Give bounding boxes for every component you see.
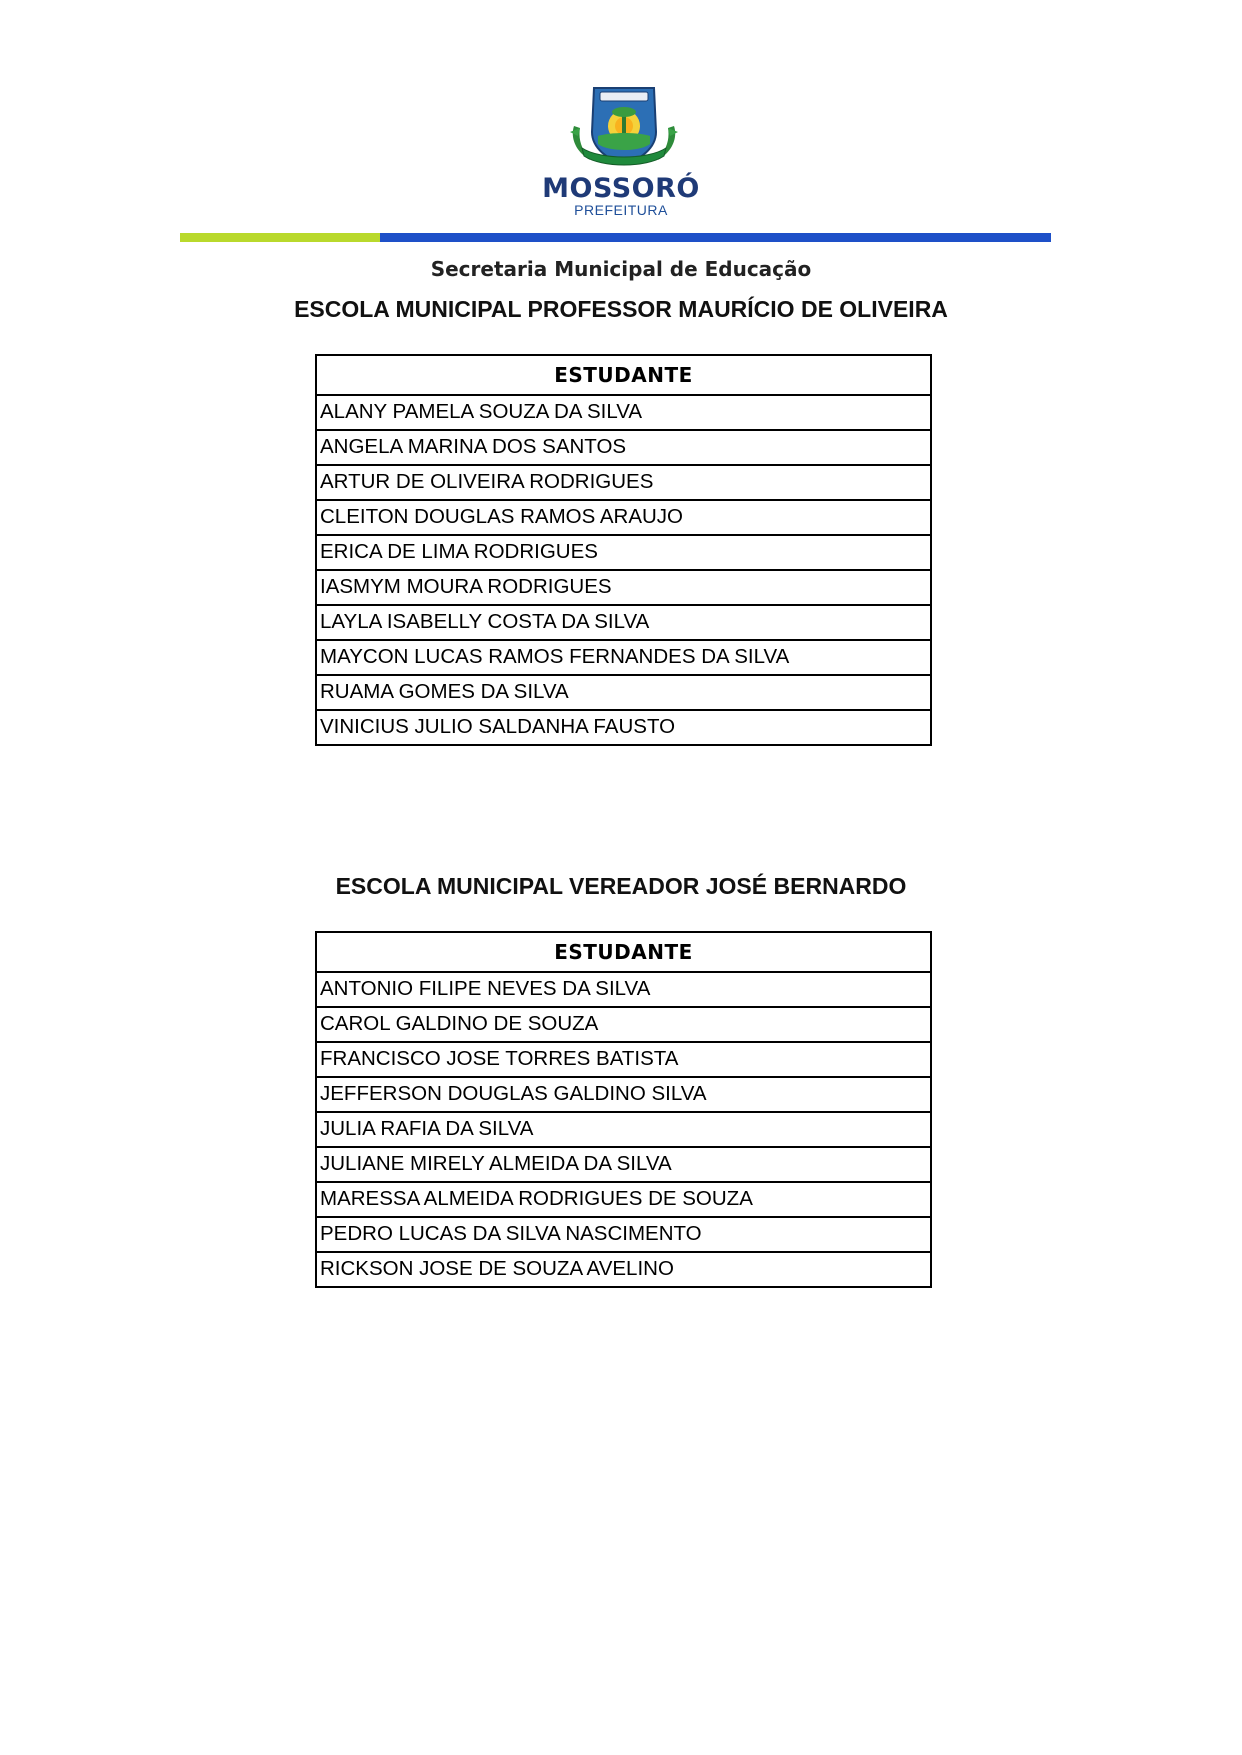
table-row [316,570,931,605]
student-name: JULIANE MIRELY ALMEIDA DA SILVA [316,1147,931,1182]
student-name: JEFFERSON DOUGLAS GALDINO SILVA [316,1077,931,1112]
mossoro-coat-of-arms-logo [560,82,688,172]
table-row [316,1042,931,1077]
student-name: JULIA RAFIA DA SILVA [316,1112,931,1147]
table-row [316,395,931,430]
student-name: ERICA DE LIMA RODRIGUES [316,535,931,570]
student-table [315,931,932,1288]
table-row [316,640,931,675]
table-row [316,1077,931,1112]
table-row [316,500,931,535]
table-row [316,535,931,570]
table-row [316,1147,931,1182]
brand-subtitle: PREFEITURA [574,202,668,218]
table-row [316,465,931,500]
student-name: PEDRO LUCAS DA SILVA NASCIMENTO [316,1217,931,1252]
student-table [315,354,932,746]
table-header-row [316,355,931,395]
student-name: ANTONIO FILIPE NEVES DA SILVA [316,972,931,1007]
brand-name: MOSSORÓ [542,173,700,204]
header-divider-blue [380,233,1051,242]
school-title: ESCOLA MUNICIPAL PROFESSOR MAURÍCIO DE OLIVEIRA [294,296,948,322]
student-name: LAYLA ISABELLY COSTA DA SILVA [316,605,931,640]
student-name: ANGELA MARINA DOS SANTOS [316,430,931,465]
student-name: RICKSON JOSE DE SOUZA AVELINO [316,1252,931,1287]
student-name: VINICIUS JULIO SALDANHA FAUSTO [316,710,931,745]
school-title: ESCOLA MUNICIPAL VEREADOR JOSÉ BERNARDO [335,873,907,899]
table-row [316,710,931,745]
table-row [316,1252,931,1287]
table-row [316,1182,931,1217]
student-name: ALANY PAMELA SOUZA DA SILVA [316,395,931,430]
table-header-row [316,932,931,972]
student-name: FRANCISCO JOSE TORRES BATISTA [316,1042,931,1077]
table-row [316,1007,931,1042]
column-header-student: ESTUDANTE [316,932,931,972]
student-name: CAROL GALDINO DE SOUZA [316,1007,931,1042]
column-header-student: ESTUDANTE [316,355,931,395]
student-name: ARTUR DE OLIVEIRA RODRIGUES [316,465,931,500]
table-row [316,1112,931,1147]
table-row [316,972,931,1007]
student-name: RUAMA GOMES DA SILVA [316,675,931,710]
table-row [316,1217,931,1252]
table-row [316,430,931,465]
table-row [316,605,931,640]
header-divider-green [180,233,380,242]
student-name: IASMYM MOURA RODRIGUES [316,570,931,605]
table-row [316,675,931,710]
department-title: Secretaria Municipal de Educação [430,257,812,281]
student-name: MARESSA ALMEIDA RODRIGUES DE SOUZA [316,1182,931,1217]
student-name: MAYCON LUCAS RAMOS FERNANDES DA SILVA [316,640,931,675]
student-name: CLEITON DOUGLAS RAMOS ARAUJO [316,500,931,535]
